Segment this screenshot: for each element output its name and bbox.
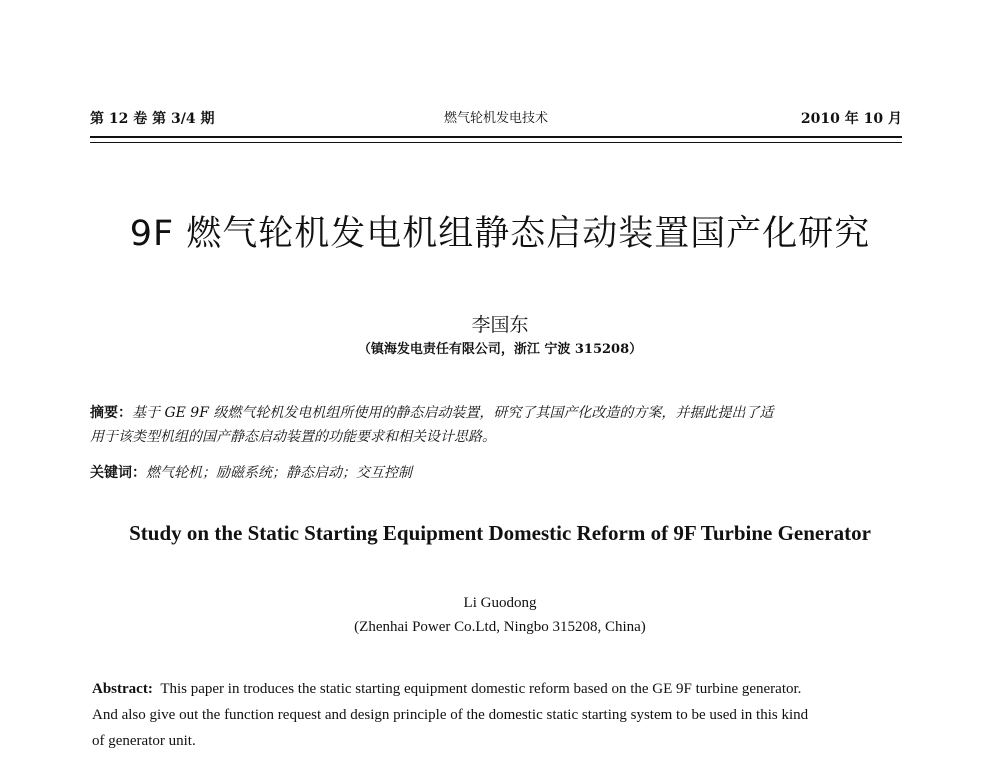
chinese-keywords-text: 燃气轮机；励磁系统；静态启动；交互控制 [146, 465, 412, 481]
chinese-abstract-text-2: 用于该类型机组的国产静态启动装置的功能要求和相关设计思路。 [90, 429, 496, 445]
english-abstract [92, 676, 907, 754]
header-rule-thick [90, 136, 902, 138]
chinese-title: 9F 燃气轮机发电机组静态启动装置国产化研究 [129, 214, 871, 254]
chinese-keywords [90, 462, 905, 484]
chinese-affiliation: （镇海发电责任有限公司，浙江 宁波 315208） [357, 342, 643, 357]
chinese-abstract-line-1 [90, 401, 905, 425]
header-date: 2010 年 10 月 [800, 111, 902, 127]
english-abstract-text-1: This paper in troduces the static starting equipment domestic reform based on the GE 9F turbine generator. [160, 681, 802, 697]
english-author: Li Guodong [463, 595, 537, 611]
chinese-author: 李国东 [471, 314, 529, 336]
english-abstract-text-3: of generator unit. [92, 733, 196, 749]
running-header [90, 108, 902, 130]
english-affiliation: (Zhenhai Power Co.Ltd, Ningbo 315208, China) [354, 619, 646, 635]
english-abstract-label: Abstract: [92, 681, 153, 697]
chinese-abstract-label: 摘要： [90, 405, 132, 421]
chinese-keywords-label: 关键词： [90, 465, 146, 481]
english-abstract-text-2: And also give out the function request and design principle of the domestic static starting system to be used in this kind [92, 707, 809, 723]
header-volume-issue: 第 12 卷 第 3/4 期 [90, 111, 215, 127]
header-rule-thin [90, 142, 902, 143]
chinese-abstract [90, 401, 905, 449]
header-journal-name: 燃气轮机发电技术 [443, 111, 548, 126]
english-abstract-line-1 [92, 676, 907, 702]
chinese-abstract-text-1: 基于 GE 9F 级燃气轮机发电机组所使用的静态启动装置，研究了其国产化改造的方案，并据此提出了适 [132, 405, 774, 421]
english-title: Study on the Static Starting Equipment Domestic Reform of 9F Turbine Generator [129, 521, 871, 545]
